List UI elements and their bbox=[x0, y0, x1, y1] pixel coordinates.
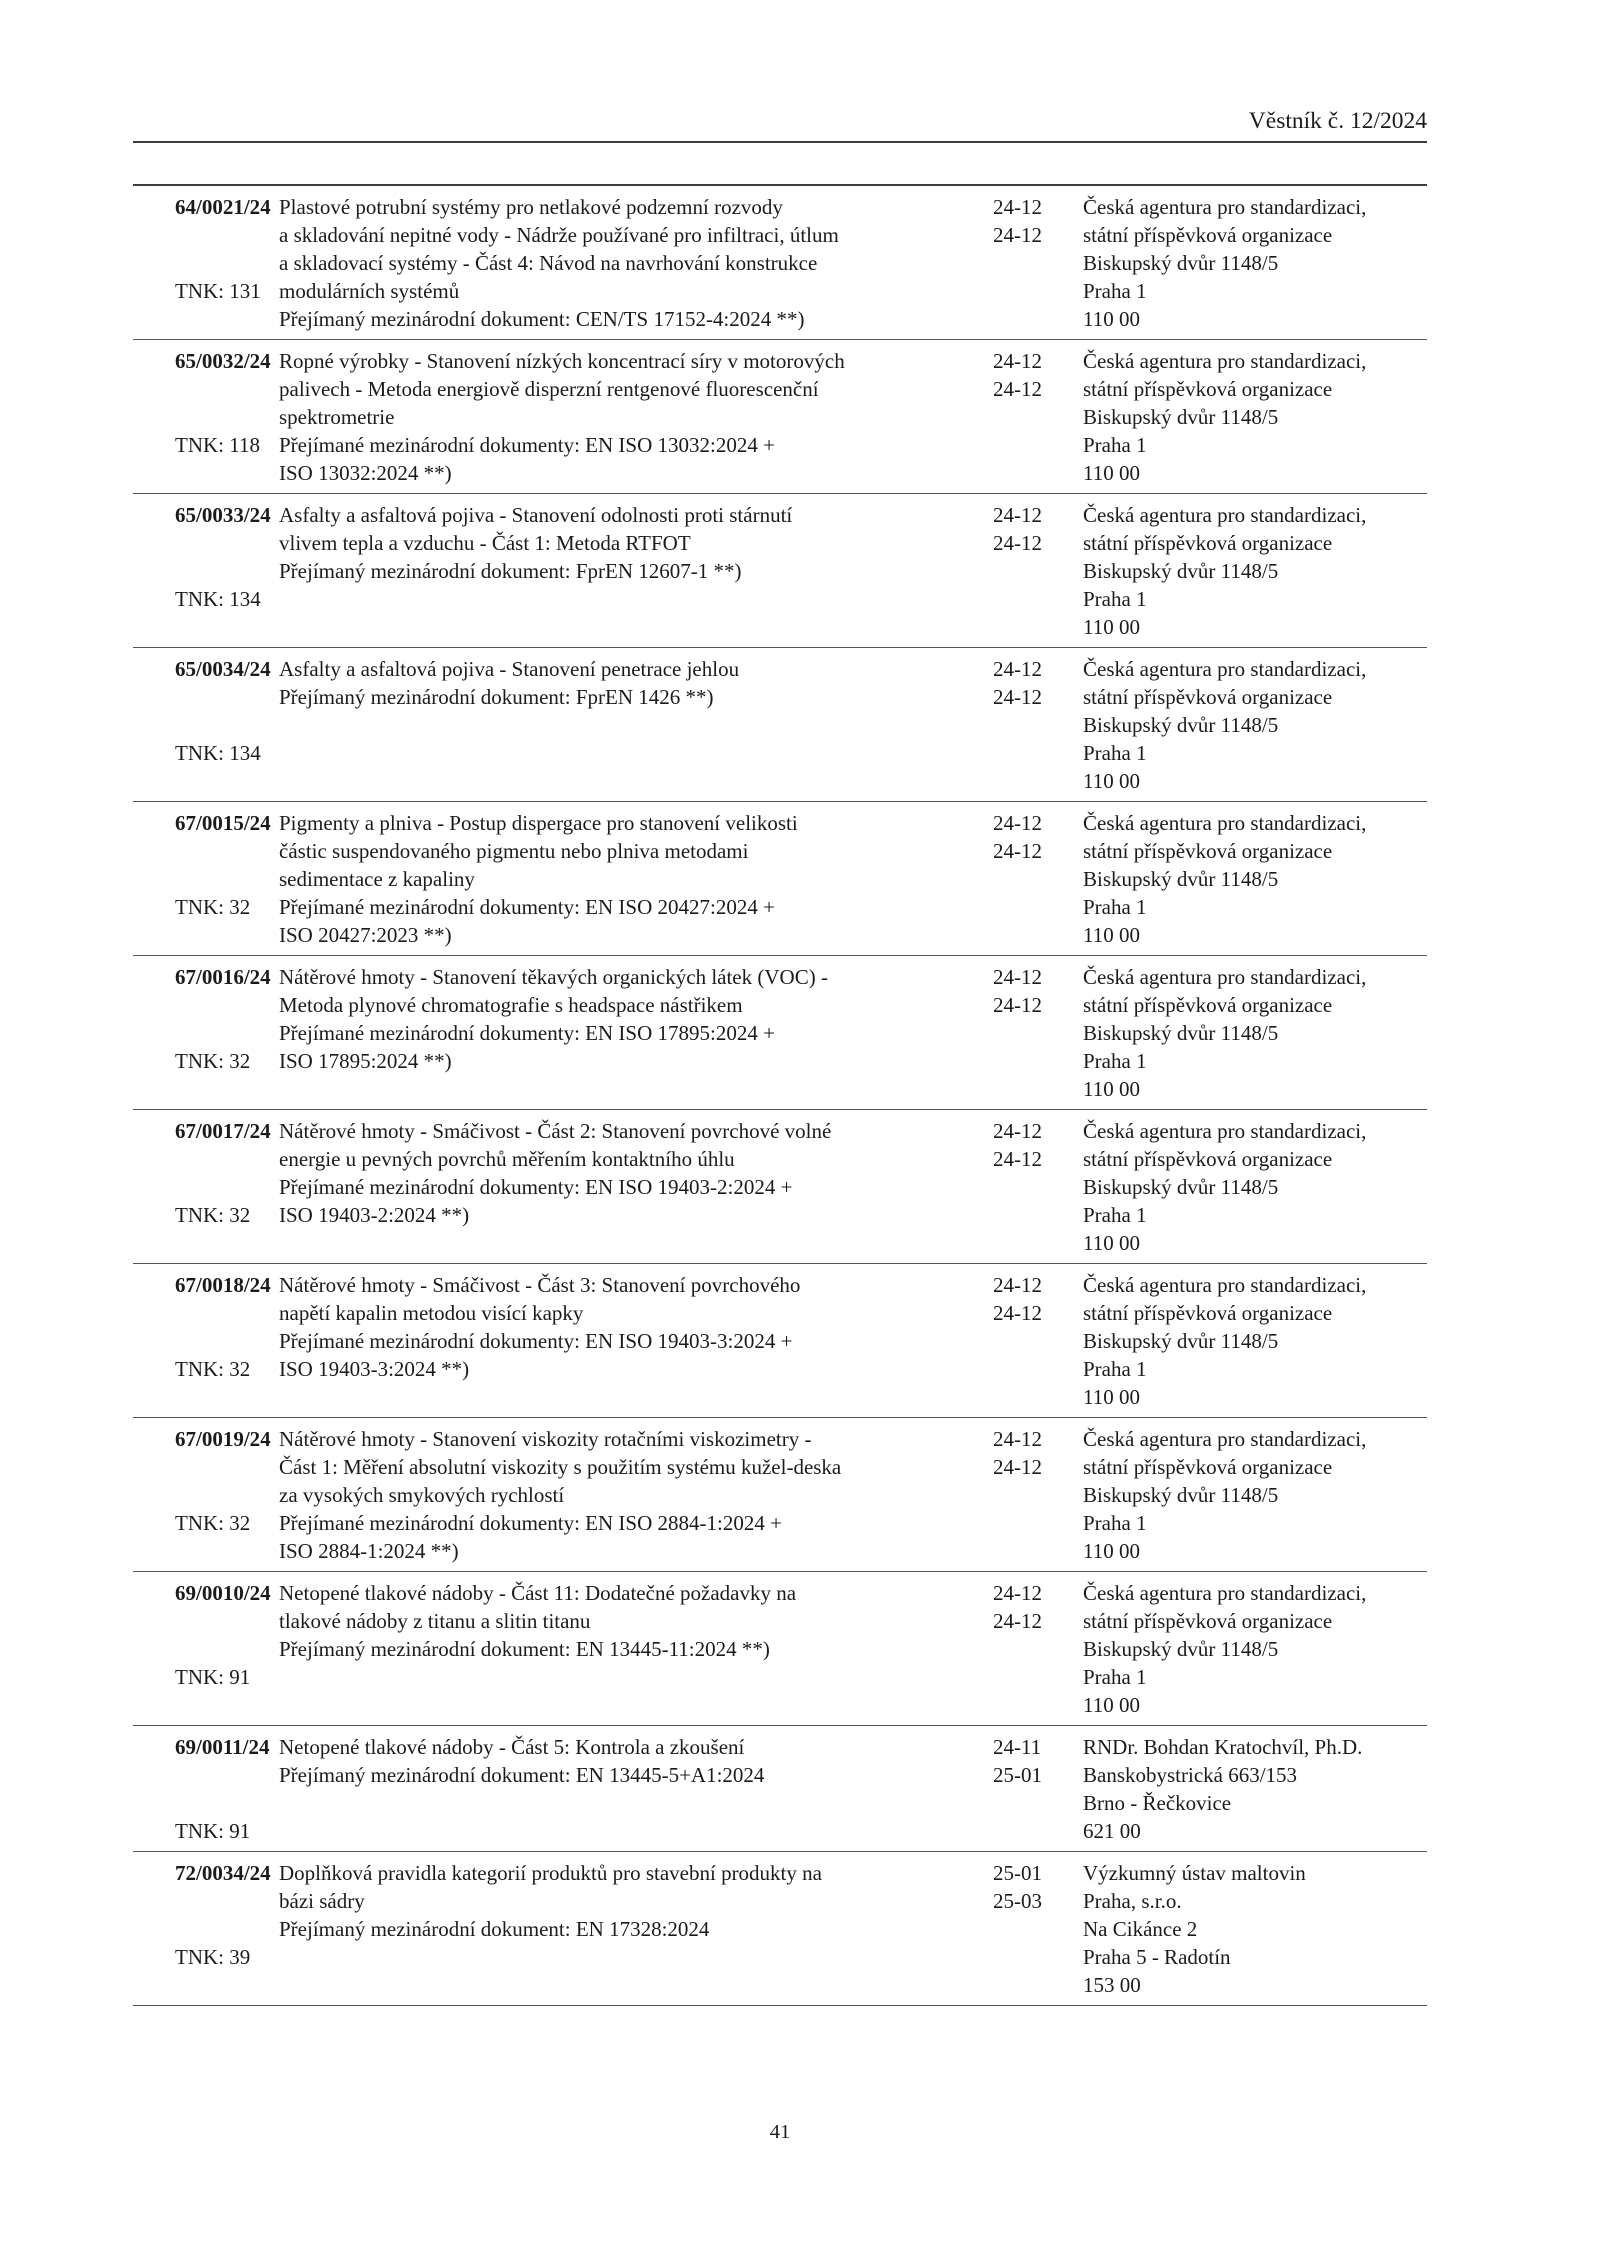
approval-date: 24-12 bbox=[993, 349, 1042, 373]
organization-line: 110 00 bbox=[1083, 461, 1140, 485]
organization-line: státní příspěvková organizace bbox=[1083, 993, 1333, 1017]
entry-description bbox=[279, 193, 993, 333]
approval-date: 24-12 bbox=[993, 1427, 1042, 1451]
entry-tnk: TNK: 32 bbox=[175, 1511, 251, 1535]
organization-line: Praha 1 bbox=[1083, 279, 1147, 303]
table-row bbox=[133, 1110, 1427, 1264]
entry-description bbox=[279, 809, 993, 949]
approval-date: 24-12 bbox=[993, 965, 1042, 989]
entry-id-column bbox=[133, 655, 279, 795]
entry-id-column bbox=[133, 501, 279, 641]
table-row bbox=[133, 186, 1427, 340]
entry-organization bbox=[1083, 655, 1427, 795]
table-row bbox=[133, 494, 1427, 648]
entry-description bbox=[279, 1579, 993, 1719]
description-line: Přejímané mezinárodní dokumenty: EN ISO 2884-1:2024 + bbox=[279, 1511, 782, 1535]
organization-line: Praha 1 bbox=[1083, 433, 1147, 457]
table-row bbox=[133, 340, 1427, 494]
entry-tnk: TNK: 32 bbox=[175, 1203, 251, 1227]
organization-line: Biskupský dvůr 1148/5 bbox=[1083, 405, 1279, 429]
entry-organization bbox=[1083, 501, 1427, 641]
description-line: energie u pevných povrchů měřením kontaktního úhlu bbox=[279, 1147, 735, 1171]
organization-line: Praha 1 bbox=[1083, 1511, 1147, 1535]
entry-tnk: TNK: 32 bbox=[175, 1049, 251, 1073]
description-line: tlakové nádoby z titanu a slitin titanu bbox=[279, 1609, 591, 1633]
entry-id-column bbox=[133, 1117, 279, 1257]
entry-description bbox=[279, 655, 993, 795]
description-line: modulárních systémů bbox=[279, 279, 460, 303]
organization-line: Výzkumný ústav maltovin bbox=[1083, 1861, 1306, 1885]
entry-description bbox=[279, 1425, 993, 1565]
approval-date: 24-12 bbox=[993, 993, 1042, 1017]
organization-line: Biskupský dvůr 1148/5 bbox=[1083, 251, 1279, 275]
entry-tnk: TNK: 134 bbox=[175, 741, 261, 765]
page-number: 41 bbox=[769, 2121, 791, 2143]
approval-date: 24-12 bbox=[993, 811, 1042, 835]
approval-date: 25-01 bbox=[993, 1861, 1042, 1885]
approval-date: 24-12 bbox=[993, 685, 1042, 709]
entry-description bbox=[279, 1859, 993, 1999]
entry-id-column bbox=[133, 1579, 279, 1719]
entry-dates bbox=[993, 1117, 1083, 1257]
entry-tnk: TNK: 134 bbox=[175, 587, 261, 611]
entry-description bbox=[279, 1733, 993, 1845]
organization-line: 110 00 bbox=[1083, 615, 1140, 639]
description-line: Metoda plynové chromatografie s headspace nástřikem bbox=[279, 993, 743, 1017]
organization-line: Česká agentura pro standardizaci, bbox=[1083, 1119, 1367, 1143]
description-line: za vysokých smykových rychlostí bbox=[279, 1483, 565, 1507]
description-line: ISO 2884-1:2024 **) bbox=[279, 1539, 459, 1563]
organization-line: státní příspěvková organizace bbox=[1083, 1147, 1333, 1171]
entry-organization bbox=[1083, 1271, 1427, 1411]
entry-tnk: TNK: 39 bbox=[175, 1945, 251, 1969]
organization-line: 110 00 bbox=[1083, 769, 1140, 793]
organization-line: Biskupský dvůr 1148/5 bbox=[1083, 559, 1279, 583]
organization-line: 621 00 bbox=[1083, 1819, 1141, 1843]
approval-date: 24-12 bbox=[993, 195, 1042, 219]
organization-line: RNDr. Bohdan Kratochvíl, Ph.D. bbox=[1083, 1735, 1363, 1759]
organization-line: Česká agentura pro standardizaci, bbox=[1083, 965, 1367, 989]
entry-organization bbox=[1083, 193, 1427, 333]
description-line: Asfalty a asfaltová pojiva - Stanovení odolnosti proti stárnutí bbox=[279, 503, 793, 527]
description-line: bázi sádry bbox=[279, 1889, 365, 1913]
organization-line: Biskupský dvůr 1148/5 bbox=[1083, 713, 1279, 737]
description-line: Ropné výrobky - Stanovení nízkých koncentrací síry v motorových bbox=[279, 349, 845, 373]
description-line: Netopené tlakové nádoby - Část 11: Dodatečné požadavky na bbox=[279, 1581, 797, 1605]
organization-line: Biskupský dvůr 1148/5 bbox=[1083, 1021, 1279, 1045]
description-line: Přejímaný mezinárodní dokument: CEN/TS 17152-4:2024 **) bbox=[279, 307, 805, 331]
organization-line: Česká agentura pro standardizaci, bbox=[1083, 811, 1367, 835]
approval-date: 24-12 bbox=[993, 657, 1042, 681]
organization-line: Biskupský dvůr 1148/5 bbox=[1083, 1329, 1279, 1353]
table-row bbox=[133, 1418, 1427, 1572]
entry-dates bbox=[993, 1733, 1083, 1845]
description-line: ISO 19403-3:2024 **) bbox=[279, 1357, 470, 1381]
organization-line: Biskupský dvůr 1148/5 bbox=[1083, 1483, 1279, 1507]
entry-dates bbox=[993, 655, 1083, 795]
approval-date: 24-12 bbox=[993, 1273, 1042, 1297]
description-line: ISO 19403-2:2024 **) bbox=[279, 1203, 470, 1227]
description-line: Plastové potrubní systémy pro netlakové podzemní rozvody bbox=[279, 195, 783, 219]
description-line: Přejímané mezinárodní dokumenty: EN ISO 19403-2:2024 + bbox=[279, 1175, 793, 1199]
entry-tnk: TNK: 118 bbox=[175, 433, 260, 457]
table-row bbox=[133, 1726, 1427, 1852]
description-line: Nátěrové hmoty - Smáčivost - Část 3: Stanovení povrchového bbox=[279, 1273, 801, 1297]
table-row bbox=[133, 1852, 1427, 2006]
description-line: Přejímaný mezinárodní dokument: EN 13445-11:2024 **) bbox=[279, 1637, 770, 1661]
entry-description bbox=[279, 501, 993, 641]
standards-table bbox=[133, 184, 1427, 2006]
page-footer bbox=[133, 2121, 1427, 2144]
entry-id: 72/0034/24 bbox=[175, 1861, 271, 1885]
entry-dates bbox=[993, 963, 1083, 1103]
entry-id-column bbox=[133, 809, 279, 949]
organization-line: Praha 5 - Radotín bbox=[1083, 1945, 1231, 1969]
approval-date: 24-12 bbox=[993, 1581, 1042, 1605]
description-line: a skladovací systémy - Část 4: Návod na navrhování konstrukce bbox=[279, 251, 818, 275]
description-line: a skladování nepitné vody - Nádrže používané pro infiltraci, útlum bbox=[279, 223, 839, 247]
organization-line: 110 00 bbox=[1083, 1385, 1140, 1409]
organization-line: státní příspěvková organizace bbox=[1083, 1301, 1333, 1325]
table-row bbox=[133, 956, 1427, 1110]
organization-line: Praha, s.r.o. bbox=[1083, 1889, 1182, 1913]
entry-id-column bbox=[133, 1859, 279, 1999]
description-line: Nátěrové hmoty - Stanovení viskozity rotačními viskozimetry - bbox=[279, 1427, 812, 1451]
description-line: vlivem tepla a vzduchu - Část 1: Metoda RTFOT bbox=[279, 531, 691, 555]
organization-line: 153 00 bbox=[1083, 1973, 1141, 1997]
entry-tnk: TNK: 131 bbox=[175, 279, 261, 303]
description-line: Přejímané mezinárodní dokumenty: EN ISO 19403-3:2024 + bbox=[279, 1329, 793, 1353]
entry-organization bbox=[1083, 1579, 1427, 1719]
description-line: Netopené tlakové nádoby - Část 5: Kontrola a zkoušení bbox=[279, 1735, 745, 1759]
organization-line: 110 00 bbox=[1083, 1231, 1140, 1255]
organization-line: státní příspěvková organizace bbox=[1083, 531, 1333, 555]
organization-line: státní příspěvková organizace bbox=[1083, 1609, 1333, 1633]
organization-line: 110 00 bbox=[1083, 1539, 1140, 1563]
organization-line: Česká agentura pro standardizaci, bbox=[1083, 1273, 1367, 1297]
entry-id: 65/0032/24 bbox=[175, 349, 271, 373]
description-line: ISO 17895:2024 **) bbox=[279, 1049, 452, 1073]
entry-tnk: TNK: 91 bbox=[175, 1819, 251, 1843]
entry-id: 67/0015/24 bbox=[175, 811, 271, 835]
organization-line: státní příspěvková organizace bbox=[1083, 839, 1333, 863]
entry-id: 69/0011/24 bbox=[175, 1735, 270, 1759]
entry-organization bbox=[1083, 1859, 1427, 1999]
description-line: Část 1: Měření absolutní viskozity s použitím systému kužel-deska bbox=[279, 1455, 842, 1479]
approval-date: 24-11 bbox=[993, 1735, 1042, 1759]
approval-date: 24-12 bbox=[993, 503, 1042, 527]
entry-description bbox=[279, 963, 993, 1103]
entry-organization bbox=[1083, 1425, 1427, 1565]
description-line: ISO 20427:2023 **) bbox=[279, 923, 452, 947]
organization-line: Praha 1 bbox=[1083, 1203, 1147, 1227]
entry-id-column bbox=[133, 193, 279, 333]
approval-date: 25-03 bbox=[993, 1889, 1042, 1913]
description-line: sedimentace z kapaliny bbox=[279, 867, 475, 891]
entry-dates bbox=[993, 1579, 1083, 1719]
organization-line: státní příspěvková organizace bbox=[1083, 223, 1333, 247]
entry-description bbox=[279, 1271, 993, 1411]
entry-id: 67/0016/24 bbox=[175, 965, 271, 989]
table-row bbox=[133, 802, 1427, 956]
description-line: Přejímaný mezinárodní dokument: EN 13445-5+A1:2024 bbox=[279, 1763, 765, 1787]
entry-id: 67/0017/24 bbox=[175, 1119, 271, 1143]
approval-date: 24-12 bbox=[993, 1147, 1042, 1171]
organization-line: Česká agentura pro standardizaci, bbox=[1083, 1581, 1367, 1605]
entry-id: 64/0021/24 bbox=[175, 195, 271, 219]
description-line: Přejímané mezinárodní dokumenty: EN ISO 17895:2024 + bbox=[279, 1021, 775, 1045]
entry-organization bbox=[1083, 1117, 1427, 1257]
organization-line: Banskobystrická 663/153 bbox=[1083, 1763, 1298, 1787]
description-line: částic suspendovaného pigmentu nebo plniva metodami bbox=[279, 839, 749, 863]
organization-line: Praha 1 bbox=[1083, 587, 1147, 611]
entry-tnk: TNK: 32 bbox=[175, 895, 251, 919]
organization-line: Praha 1 bbox=[1083, 895, 1147, 919]
organization-line: Praha 1 bbox=[1083, 1665, 1147, 1689]
entry-id: 67/0019/24 bbox=[175, 1427, 271, 1451]
organization-line: 110 00 bbox=[1083, 1077, 1140, 1101]
description-line: palivech - Metoda energiově disperzní rentgenové fluorescenční bbox=[279, 377, 819, 401]
description-line: Přejímaný mezinárodní dokument: FprEN 1426 **) bbox=[279, 685, 714, 709]
organization-line: státní příspěvková organizace bbox=[1083, 1455, 1333, 1479]
organization-line: Praha 1 bbox=[1083, 1049, 1147, 1073]
entry-dates bbox=[993, 1271, 1083, 1411]
description-line: napětí kapalin metodou visící kapky bbox=[279, 1301, 584, 1325]
description-line: Doplňková pravidla kategorií produktů pro stavební produkty na bbox=[279, 1861, 822, 1885]
entry-id-column bbox=[133, 1733, 279, 1845]
approval-date: 25-01 bbox=[993, 1763, 1042, 1787]
table-row bbox=[133, 1264, 1427, 1418]
entry-id: 65/0034/24 bbox=[175, 657, 271, 681]
organization-line: státní příspěvková organizace bbox=[1083, 685, 1333, 709]
entry-description bbox=[279, 347, 993, 487]
entry-id-column bbox=[133, 1271, 279, 1411]
description-line: ISO 13032:2024 **) bbox=[279, 461, 452, 485]
organization-line: Česká agentura pro standardizaci, bbox=[1083, 195, 1367, 219]
organization-line: Biskupský dvůr 1148/5 bbox=[1083, 867, 1279, 891]
entry-id: 65/0033/24 bbox=[175, 503, 271, 527]
entry-organization bbox=[1083, 1733, 1427, 1845]
table-row bbox=[133, 648, 1427, 802]
entry-id: 67/0018/24 bbox=[175, 1273, 271, 1297]
table-row bbox=[133, 1572, 1427, 1726]
organization-line: 110 00 bbox=[1083, 1693, 1140, 1717]
organization-line: Česká agentura pro standardizaci, bbox=[1083, 503, 1367, 527]
entry-id: 69/0010/24 bbox=[175, 1581, 271, 1605]
entry-dates bbox=[993, 193, 1083, 333]
entry-tnk: TNK: 32 bbox=[175, 1357, 251, 1381]
description-line: Přejímané mezinárodní dokumenty: EN ISO 13032:2024 + bbox=[279, 433, 775, 457]
approval-date: 24-12 bbox=[993, 1455, 1042, 1479]
entry-id-column bbox=[133, 1425, 279, 1565]
entry-dates bbox=[993, 347, 1083, 487]
entry-organization bbox=[1083, 809, 1427, 949]
approval-date: 24-12 bbox=[993, 1119, 1042, 1143]
organization-line: státní příspěvková organizace bbox=[1083, 377, 1333, 401]
entry-dates bbox=[993, 809, 1083, 949]
description-line: spektrometrie bbox=[279, 405, 395, 429]
entry-id-column bbox=[133, 347, 279, 487]
organization-line: Na Cikánce 2 bbox=[1083, 1917, 1198, 1941]
organization-line: Česká agentura pro standardizaci, bbox=[1083, 657, 1367, 681]
document-page bbox=[133, 0, 1427, 2144]
description-line: Přejímané mezinárodní dokumenty: EN ISO 20427:2024 + bbox=[279, 895, 775, 919]
entry-description bbox=[279, 1117, 993, 1257]
organization-line: Biskupský dvůr 1148/5 bbox=[1083, 1175, 1279, 1199]
description-line: Asfalty a asfaltová pojiva - Stanovení penetrace jehlou bbox=[279, 657, 740, 681]
organization-line: 110 00 bbox=[1083, 923, 1140, 947]
organization-line: Biskupský dvůr 1148/5 bbox=[1083, 1637, 1279, 1661]
approval-date: 24-12 bbox=[993, 1301, 1042, 1325]
description-line: Přejímaný mezinárodní dokument: EN 17328:2024 bbox=[279, 1917, 710, 1941]
entry-tnk: TNK: 91 bbox=[175, 1665, 251, 1689]
organization-line: Praha 1 bbox=[1083, 741, 1147, 765]
entry-organization bbox=[1083, 963, 1427, 1103]
approval-date: 24-12 bbox=[993, 377, 1042, 401]
approval-date: 24-12 bbox=[993, 223, 1042, 247]
description-line: Pigmenty a plniva - Postup dispergace pro stanovení velikosti bbox=[279, 811, 798, 835]
entry-dates bbox=[993, 501, 1083, 641]
entry-id-column bbox=[133, 963, 279, 1103]
entry-organization bbox=[1083, 347, 1427, 487]
approval-date: 24-12 bbox=[993, 1609, 1042, 1633]
approval-date: 24-12 bbox=[993, 531, 1042, 555]
page-header bbox=[133, 0, 1427, 143]
description-line: Přejímaný mezinárodní dokument: FprEN 12607-1 **) bbox=[279, 559, 742, 583]
organization-line: Brno - Řečkovice bbox=[1083, 1791, 1232, 1815]
approval-date: 24-12 bbox=[993, 839, 1042, 863]
description-line: Nátěrové hmoty - Stanovení těkavých organických látek (VOC) - bbox=[279, 965, 828, 989]
bulletin-title: Věstník č. 12/2024 bbox=[1248, 108, 1427, 134]
entry-dates bbox=[993, 1425, 1083, 1565]
organization-line: 110 00 bbox=[1083, 307, 1140, 331]
description-line: Nátěrové hmoty - Smáčivost - Část 2: Stanovení povrchové volné bbox=[279, 1119, 832, 1143]
organization-line: Česká agentura pro standardizaci, bbox=[1083, 349, 1367, 373]
organization-line: Česká agentura pro standardizaci, bbox=[1083, 1427, 1367, 1451]
entry-dates bbox=[993, 1859, 1083, 1999]
organization-line: Praha 1 bbox=[1083, 1357, 1147, 1381]
